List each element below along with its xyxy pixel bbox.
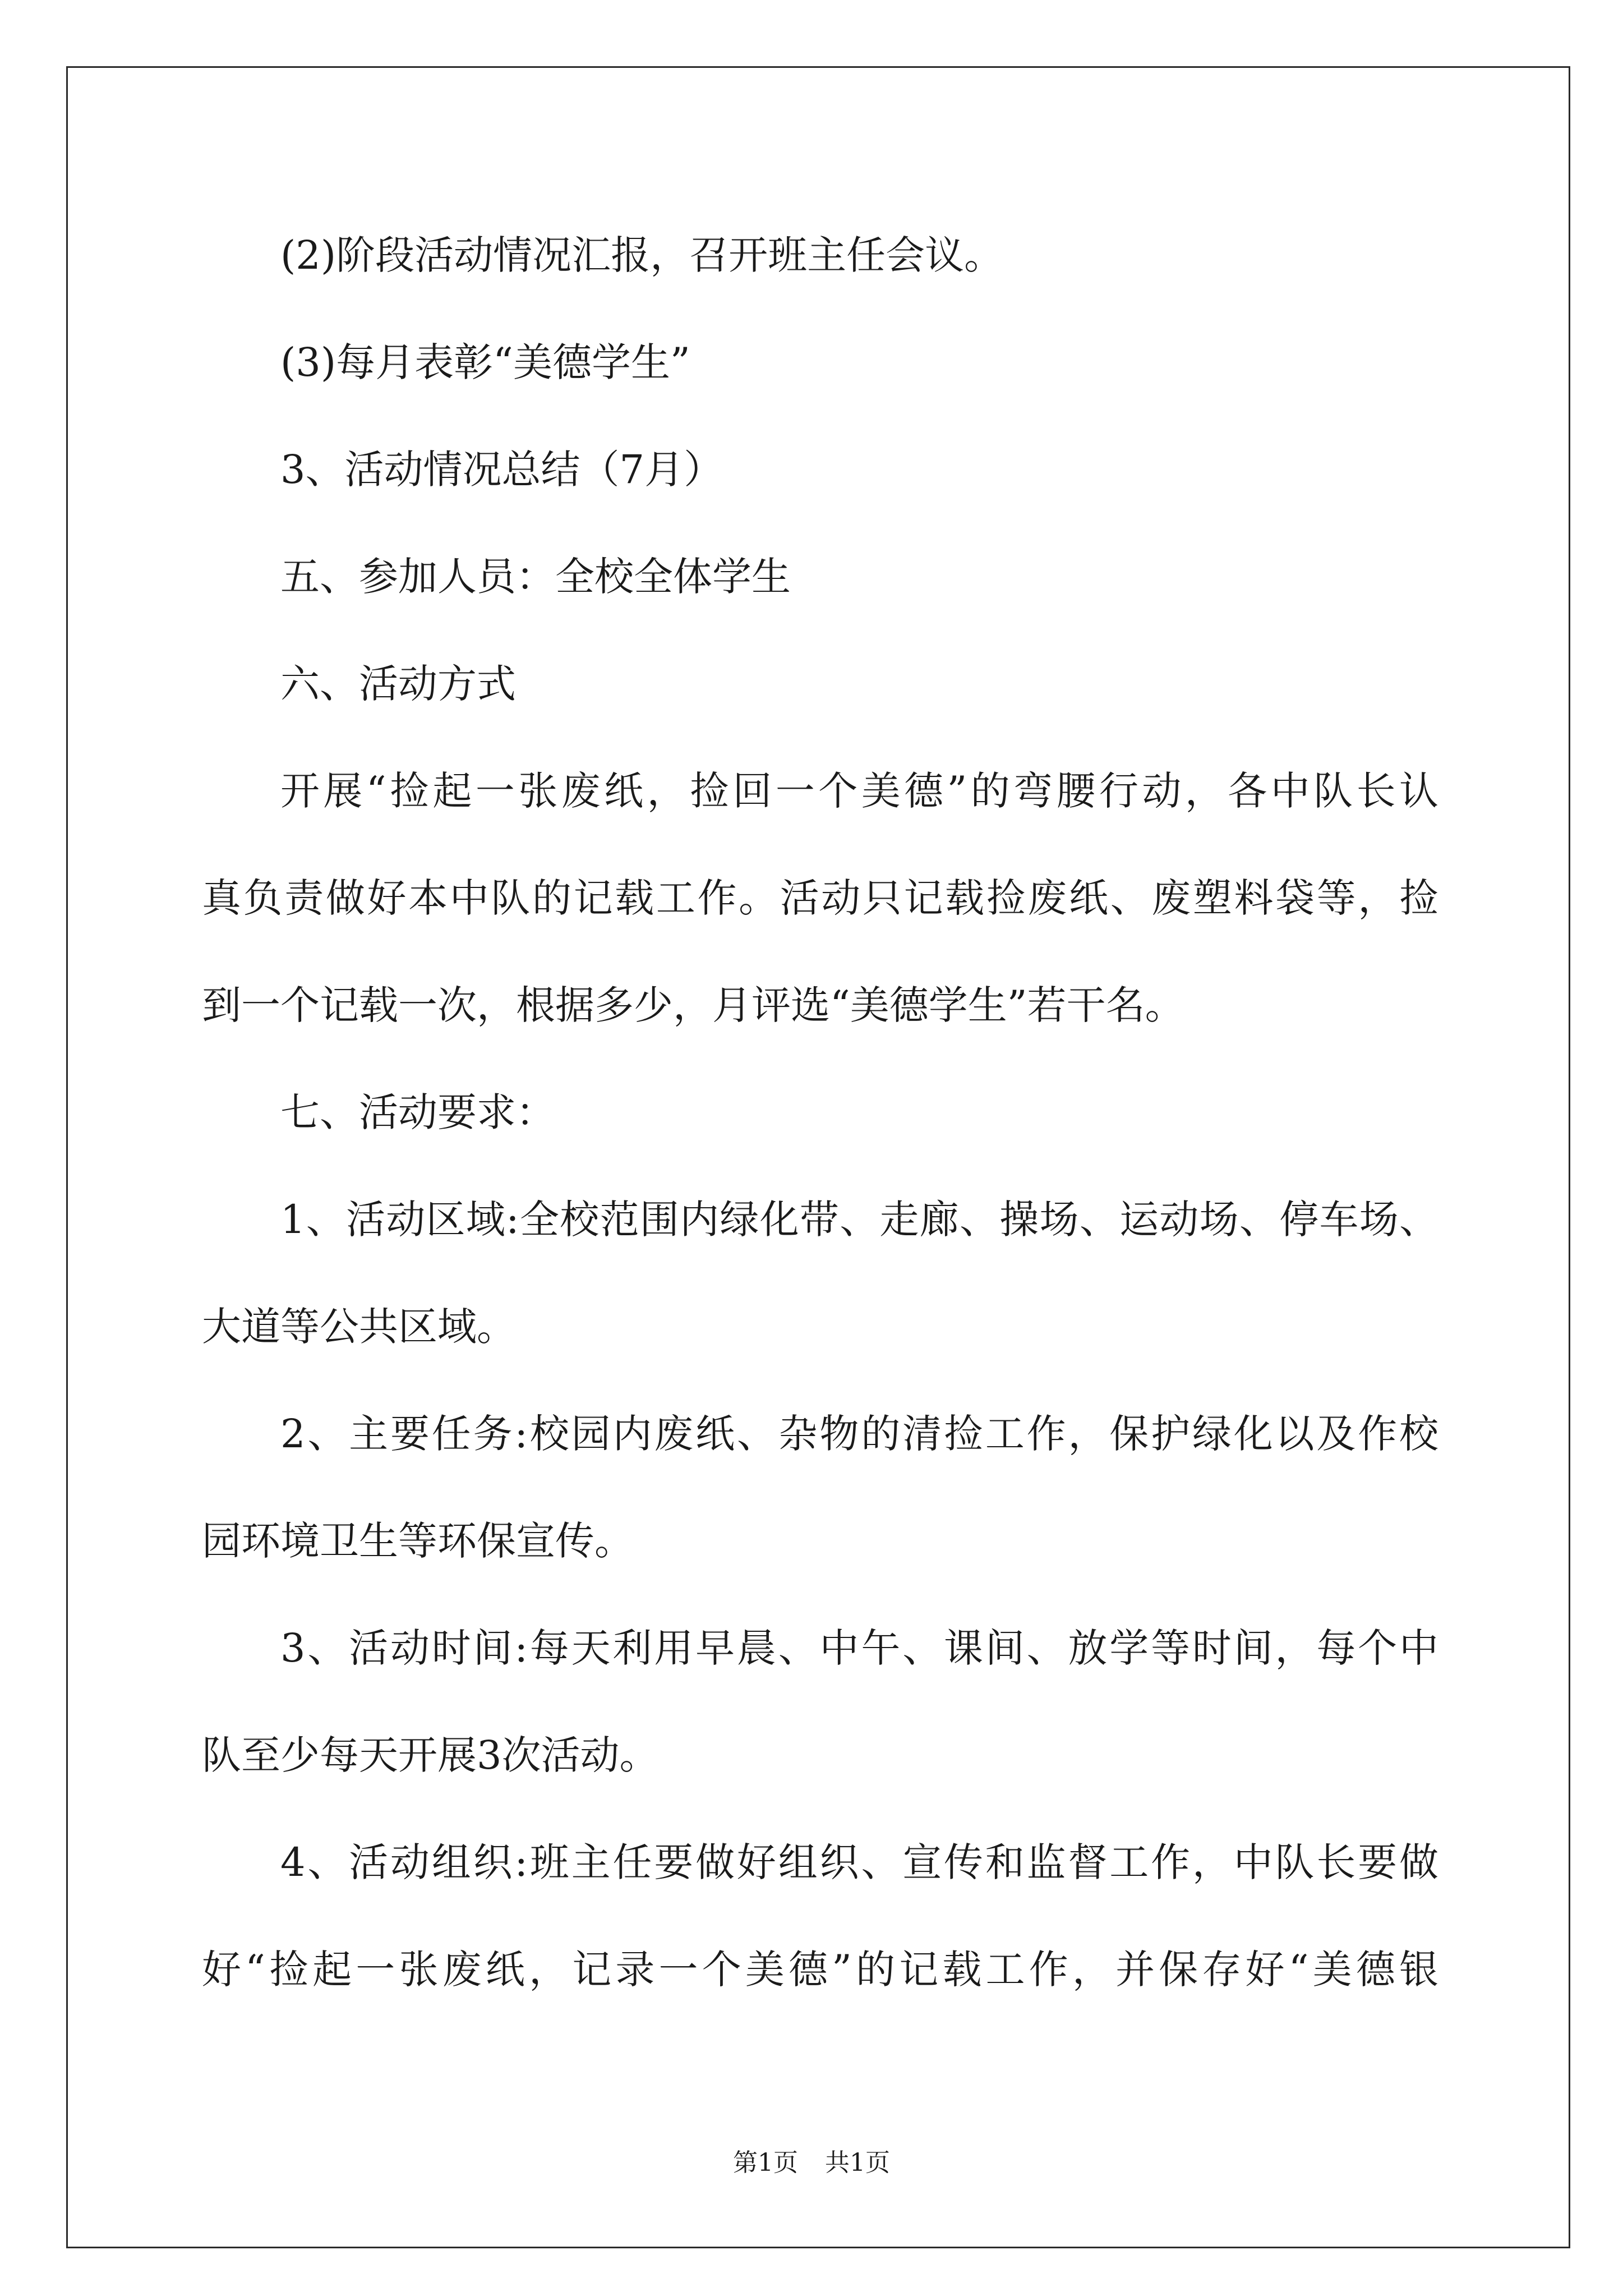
page-number: 第1页 xyxy=(733,2148,798,2177)
body-text-line: 开展“捡起一张废纸，捡回一个美德”的弯腰行动，各中队长认 xyxy=(280,768,1438,814)
body-text-line: 园环境卫生等环保宣传。 xyxy=(202,1518,634,1564)
section-heading: 五、参加人员：全校全体学生 xyxy=(280,554,791,600)
body-text-line: 大道等公共区域。 xyxy=(202,1304,516,1350)
body-text-line: 队至少每天开展3次活动。 xyxy=(202,1732,659,1778)
body-text-line: 3、活动情况总结（7月） xyxy=(280,447,723,493)
body-text-line: 到一个记载一次，根据多少，月评选“美德学生”若干名。 xyxy=(202,982,1184,1028)
page-footer xyxy=(0,2146,1623,2180)
body-text-line: 真负责做好本中队的记载工作。活动只记载捡废纸、废塑料袋等，捡 xyxy=(202,875,1438,921)
body-text-line: 好“捡起一张废纸，记录一个美德”的记载工作，并保存好“美德银 xyxy=(202,1947,1438,1993)
body-text-line: 3、活动时间:每天利用早晨、中午、课间、放学等时间，每个中 xyxy=(280,1625,1438,1671)
body-text-line: (2)阶段活动情况汇报，召开班主任会议。 xyxy=(280,232,1004,278)
body-text-line: 2、主要任务:校园内废纸、杂物的清捡工作，保护绿化以及作校 xyxy=(280,1411,1438,1457)
page-total: 共1页 xyxy=(825,2148,890,2177)
body-text-line: 1、活动区域:全校范围内绿化带、走廊、操场、运动场、停车场、 xyxy=(280,1197,1438,1243)
page-border xyxy=(66,66,1570,2248)
body-text-line: 4、活动组织:班主任要做好组织、宣传和监督工作，中队长要做 xyxy=(280,1839,1438,1885)
section-heading: 六、活动方式 xyxy=(280,661,516,707)
section-heading: 七、活动要求： xyxy=(280,1089,555,1135)
body-text-line: (3)每月表彰“美德学生” xyxy=(280,339,690,385)
